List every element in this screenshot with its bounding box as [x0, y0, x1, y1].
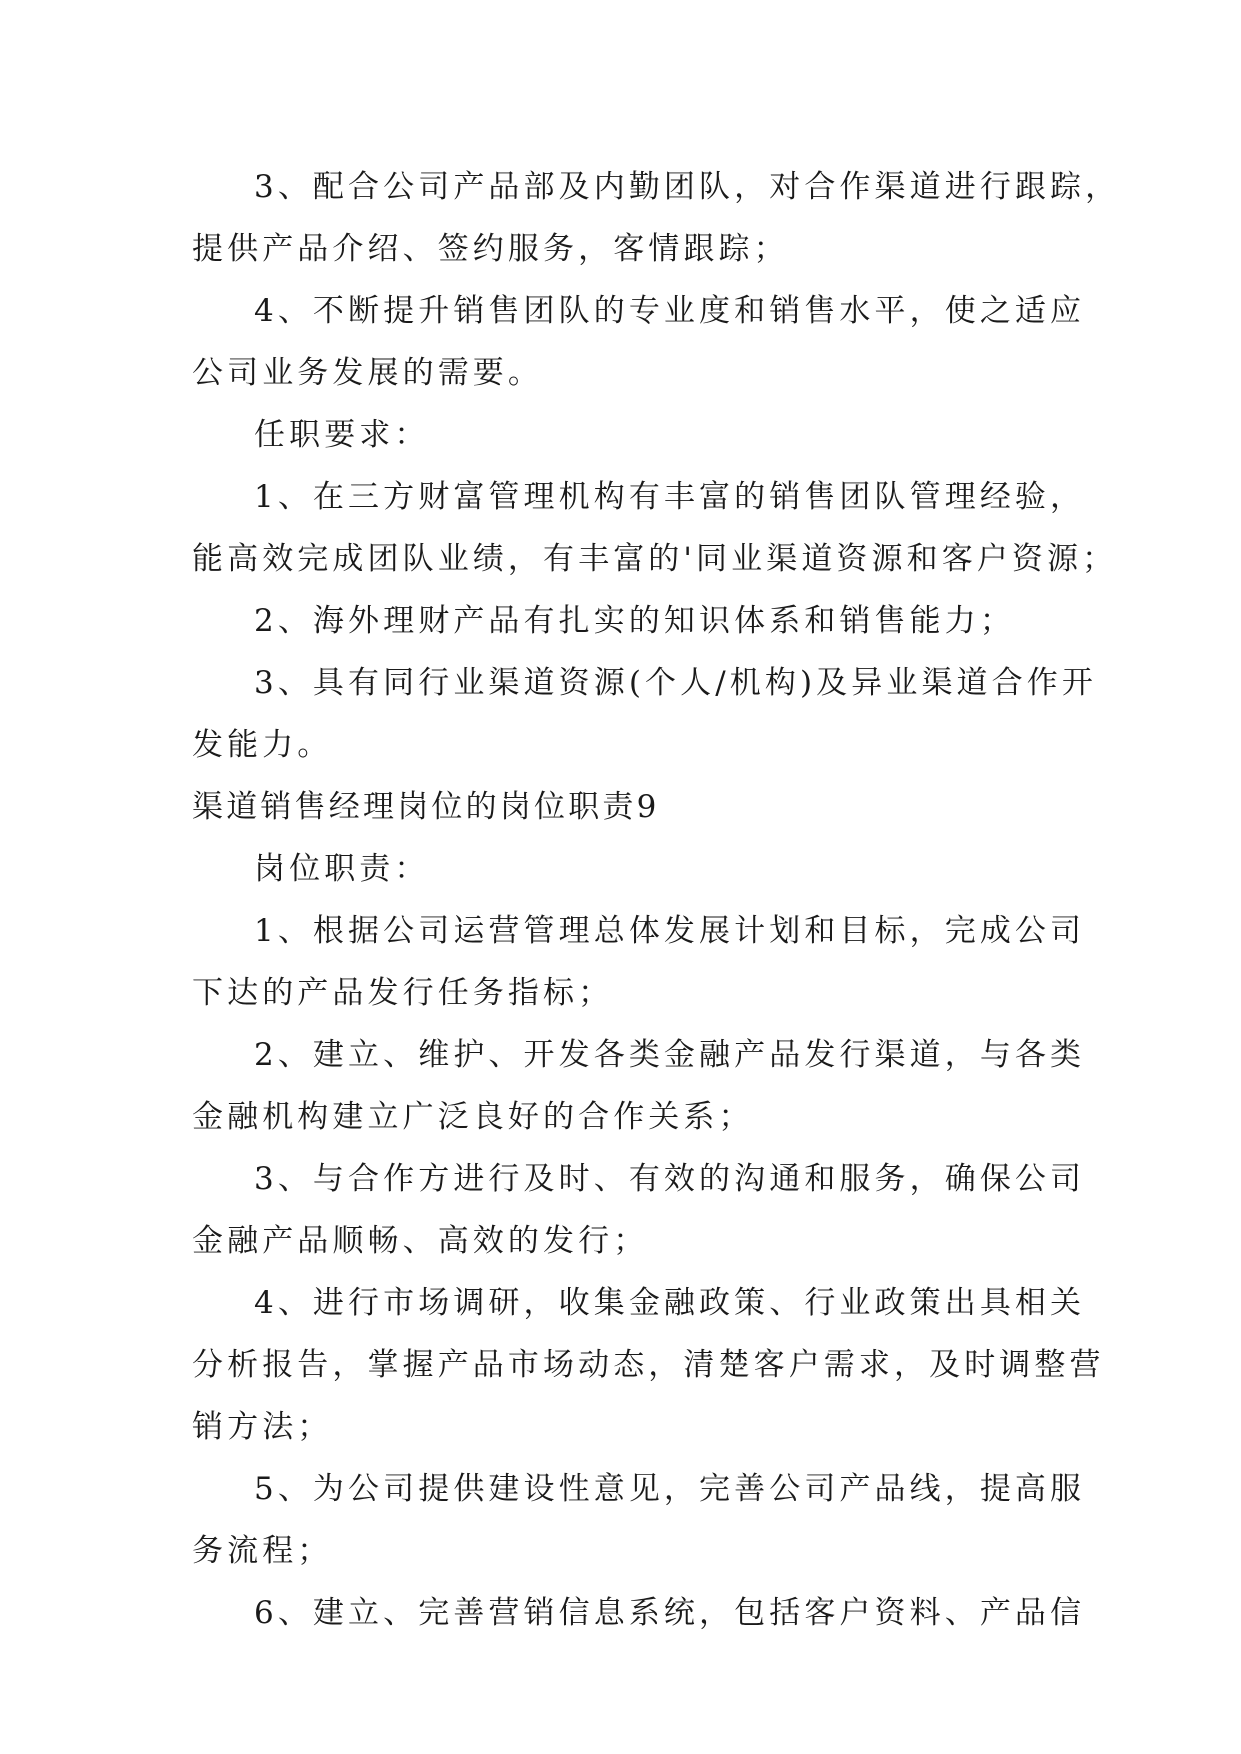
paragraph-line: 3、具有同行业渠道资源(个人/机构)及异业渠道合作开: [254, 665, 1097, 701]
paragraph-line: 销方法；: [192, 1409, 333, 1445]
paragraph-line: 提供产品介绍、签约服务，客情跟踪；: [192, 231, 789, 267]
paragraph-line: 1、在三方财富管理机构有丰富的销售团队管理经验，: [254, 479, 1086, 515]
paragraph-line: 4、不断提升销售团队的专业度和销售水平，使之适应: [254, 293, 1086, 329]
section-label: 任职要求：: [254, 417, 430, 453]
paragraph-line: 公司业务发展的需要。: [192, 355, 543, 391]
paragraph-line: 务流程；: [192, 1533, 333, 1569]
paragraph-line: 金融产品顺畅、高效的发行；: [192, 1223, 649, 1259]
paragraph-line: 4、进行市场调研，收集金融政策、行业政策出具相关: [254, 1285, 1086, 1321]
paragraph-line: 分析报告，掌握产品市场动态，清楚客户需求，及时调整营: [192, 1347, 1105, 1383]
paragraph-line: 3、配合公司产品部及内勤团队，对合作渠道进行跟踪，: [254, 169, 1121, 205]
paragraph-line: 5、为公司提供建设性意见，完善公司产品线，提高服: [254, 1471, 1086, 1507]
paragraph-line: 发能力。: [192, 727, 333, 763]
paragraph-line: 金融机构建立广泛良好的合作关系；: [192, 1099, 754, 1135]
paragraph-line: 能高效完成团队业绩，有丰富的'同业渠道资源和客户资源；: [192, 541, 1118, 577]
paragraph-line: 下达的产品发行任务指标；: [192, 975, 614, 1011]
paragraph-line: 1、根据公司运营管理总体发展计划和目标，完成公司: [254, 913, 1086, 949]
paragraph-line: 6、建立、完善营销信息系统，包括客户资料、产品信: [254, 1595, 1086, 1631]
paragraph-line: 3、与合作方进行及时、有效的沟通和服务，确保公司: [254, 1161, 1086, 1197]
section-heading: 渠道销售经理岗位的岗位职责9: [192, 789, 660, 825]
section-label: 岗位职责：: [254, 851, 430, 887]
paragraph-line: 2、建立、维护、开发各类金融产品发行渠道，与各类: [254, 1037, 1086, 1073]
paragraph-line: 2、海外理财产品有扎实的知识体系和销售能力；: [254, 603, 1015, 639]
